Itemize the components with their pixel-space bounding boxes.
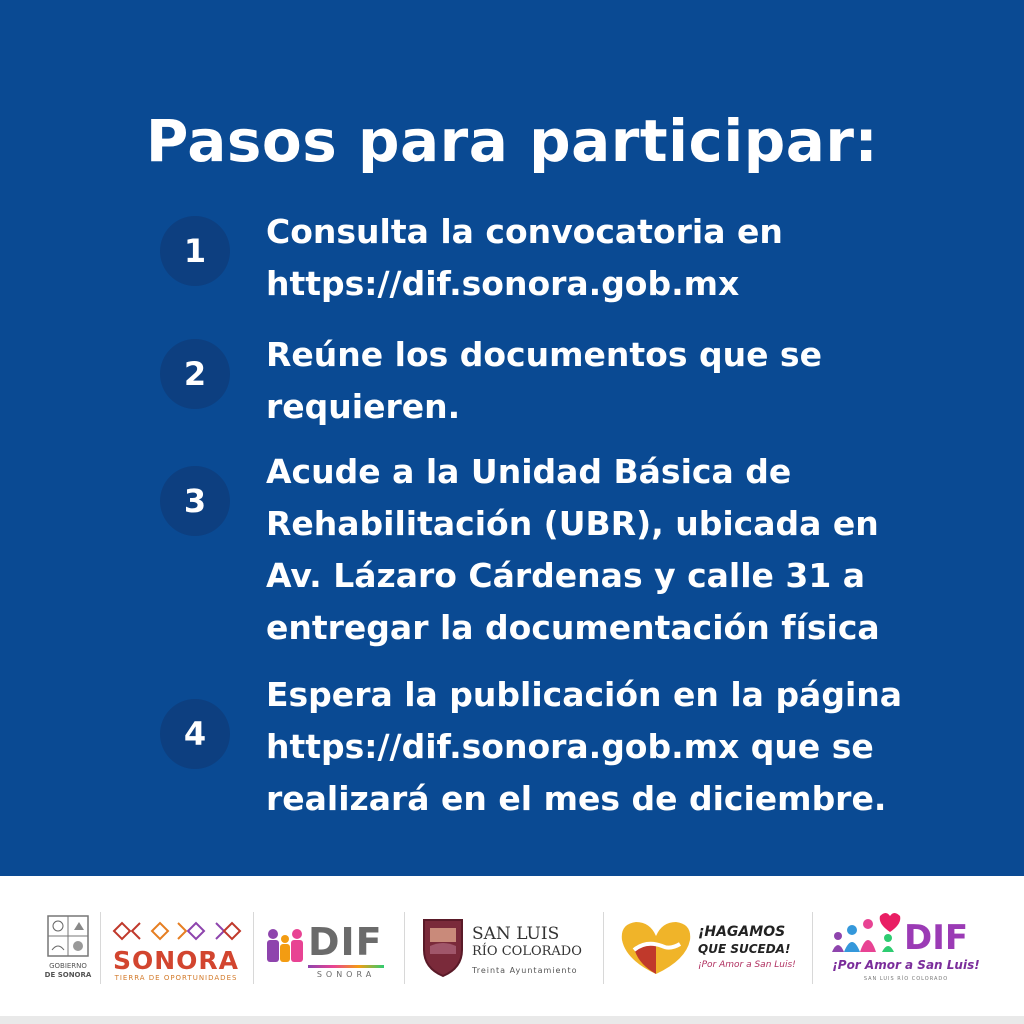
family-icon (264, 926, 306, 966)
step-text-line: Rehabilitación (UBR), ubicada en (266, 504, 879, 543)
step-number-badge: 3 (160, 466, 230, 536)
step-number-badge: 1 (160, 216, 230, 286)
dif-sl-tagline: ¡Por Amor a San Luis! (832, 958, 980, 972)
step-text-line: Av. Lázaro Cárdenas y calle 31 a (266, 556, 866, 595)
poster-title: Pasos para participar: (145, 107, 879, 175)
logo-footer (0, 876, 1024, 1024)
step-number-badge: 2 (160, 339, 230, 409)
dif-sl-sub: SAN LUIS RÍO COLORADO (863, 976, 949, 982)
colorful-people-icon (828, 912, 908, 956)
city-shield-icon (420, 916, 466, 978)
hagamos-line: QUE SUCEDA! (698, 942, 791, 956)
dif-name: DIF (308, 920, 383, 964)
step-text (266, 206, 946, 310)
footer-bottom-line (0, 1016, 1024, 1024)
divider (404, 912, 405, 984)
divider (603, 912, 604, 984)
step-text-line: https://dif.sonora.gob.mx que se (266, 727, 874, 766)
step-text (266, 329, 946, 433)
sonora-name: SONORA (112, 946, 240, 975)
step-text-line: Acude a la Unidad Básica de (266, 452, 792, 491)
gobierno-line: DE SONORA (44, 971, 92, 979)
step-text (266, 446, 946, 654)
color-bar (308, 965, 384, 968)
hagamos-logo (616, 912, 802, 982)
step-text-line: Consulta la convocatoria en (266, 212, 783, 251)
step-number-badge: 4 (160, 699, 230, 769)
san-luis-line: Treinta Ayuntamiento (472, 966, 578, 975)
sonora-logo (106, 912, 246, 982)
handshake-heart-icon (616, 916, 694, 980)
dif-sl-name: DIF (904, 918, 969, 958)
gobierno-sonora-logo (42, 912, 94, 982)
divider (812, 912, 813, 984)
step-text-line: realizará en el mes de diciembre. (266, 779, 887, 818)
step-text-line: entregar la documentación física (266, 608, 880, 647)
step-text (266, 669, 946, 825)
san-luis-line: SAN LUIS (472, 924, 560, 944)
step-text-line: requieren. (266, 387, 461, 426)
san-luis-line: RÍO COLORADO (472, 944, 582, 959)
step-text-line: Espera la publicación en la página (266, 675, 903, 714)
san-luis-logo (418, 912, 598, 982)
step-text-line: https://dif.sonora.gob.mx (266, 264, 740, 303)
dif-sub: SONORA (316, 970, 376, 979)
pattern-icon (106, 918, 246, 944)
gobierno-line: GOBIERNO (49, 962, 87, 970)
hagamos-line: ¡HAGAMOS (698, 924, 786, 940)
divider (253, 912, 254, 984)
dif-san-luis-logo (828, 912, 984, 982)
sonora-tagline: TIERRA DE OPORTUNIDADES (114, 974, 238, 982)
step-text-line: Reúne los documentos que se (266, 335, 822, 374)
hagamos-line: ¡Por Amor a San Luis! (698, 960, 796, 970)
divider (100, 912, 101, 984)
dif-sonora-logo (264, 912, 386, 982)
